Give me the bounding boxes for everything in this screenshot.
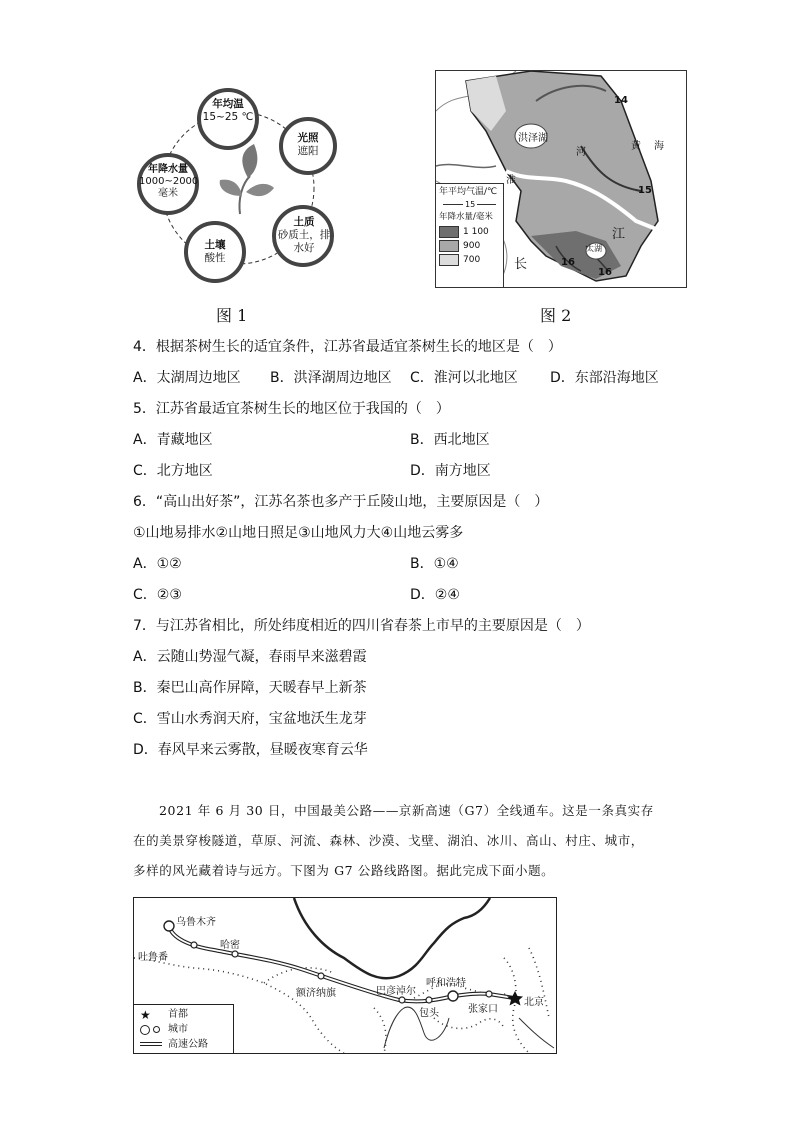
label-beijing: 北京 <box>524 997 544 1008</box>
city-marker-hohhot <box>448 991 458 1001</box>
light-title: 光照 <box>297 132 319 144</box>
q5-option-d[interactable]: D．南方地区 <box>410 463 491 479</box>
city-marker-hami <box>232 951 238 957</box>
label-iso15: 15 <box>638 185 652 196</box>
legend-precip-title: 年降水量/毫米 <box>439 212 493 222</box>
coastline <box>519 1018 554 1048</box>
temp-title: 年均温 <box>212 98 244 110</box>
texture-title: 土质 <box>293 216 315 228</box>
q6-option-d[interactable]: D．②④ <box>410 587 460 603</box>
yellow-river <box>384 1007 449 1048</box>
q7-stem: 7．与江苏省相比，所处纬度相近的四川省春茶上市早的主要原因是（ ） <box>133 618 590 634</box>
figure-2 <box>435 70 687 288</box>
legend-swatch-1100 <box>439 226 459 238</box>
city-marker-zhangjiakou <box>486 991 492 997</box>
label-taihu: 太湖 <box>586 244 602 253</box>
soil-detail: 酸性 <box>204 252 226 264</box>
legend-capital: 首都 <box>168 1009 188 1020</box>
label-iso14: 14 <box>614 95 628 106</box>
city-marker-baotou <box>426 997 432 1003</box>
legend-label-900: 900 <box>463 240 481 251</box>
passage-line-1: 2021 年 6 月 30 日，中国最美公路——京新高速（G7）全线通车。这是一条真实存 <box>159 803 654 818</box>
passage-line-3: 多样的风光藏着诗与远方。下图为 G7 公路线路图。据此完成下面小题。 <box>133 863 555 878</box>
q4-option-d[interactable]: D．东部沿海地区 <box>550 370 659 386</box>
huai-river <box>436 165 496 168</box>
city-marker-urumqi <box>164 921 174 931</box>
label-hai: 海 <box>654 141 664 152</box>
legend-city-icon <box>140 1025 168 1035</box>
legend-label-700: 700 <box>463 254 481 265</box>
city-marker-bayannur <box>399 997 405 1003</box>
temp-detail: 15~25 ℃ <box>202 111 254 123</box>
label-ejina: 额济纳旗 <box>296 988 336 999</box>
q6-option-c[interactable]: C．②③ <box>133 587 182 603</box>
q6-sub-statements: ①山地易排水②山地日照足③山地风力大④山地云雾多 <box>133 525 464 541</box>
q7-option-c[interactable]: C．雪山水秀润天府，宝盆地沃生龙芽 <box>133 711 367 727</box>
legend-highway-icon <box>140 1037 168 1052</box>
precip-detail: 1000~2000 毫米 <box>139 176 199 199</box>
legend-highway: 高速公路 <box>168 1039 208 1050</box>
label-hami: 哈密 <box>220 940 240 951</box>
label-urumqi: 乌鲁木齐 <box>176 917 216 928</box>
legend-swatch-900 <box>439 240 459 252</box>
q6-option-b[interactable]: B．①④ <box>410 556 459 572</box>
label-hongze: 洪泽湖 <box>518 133 548 144</box>
soil-title: 土壤 <box>204 239 226 251</box>
q5-option-b[interactable]: B．西北地区 <box>410 432 490 448</box>
q7-option-a[interactable]: A．云随山势湿气凝，春雨早来滋碧霞 <box>133 649 367 665</box>
legend-star-icon: ★ <box>140 1007 151 1022</box>
label-jiang: 江 <box>612 227 626 242</box>
legend-temp-title: 年平均气温/℃ <box>439 187 498 197</box>
q6-option-a[interactable]: A．①② <box>133 556 182 572</box>
passage-line-2: 在的美景穿梭隧道，草原、河流、森林、沙漠、戈壁、湖泊、冰川、高山、村庄、城市， <box>133 833 644 848</box>
q4-option-c[interactable]: C．淮河以北地区 <box>410 370 518 386</box>
figure-1 <box>130 84 350 284</box>
texture-detail: 砂质土，排水好 <box>277 229 331 254</box>
city-marker-turpan <box>191 942 197 948</box>
label-iso16a: 16 <box>561 257 575 268</box>
label-turpan: 吐鲁番 <box>138 952 168 963</box>
legend-city: 城市 <box>168 1024 188 1035</box>
capital-star-icon <box>507 991 523 1006</box>
passage <box>133 796 663 886</box>
legend-temp-value: 15 <box>465 200 476 209</box>
q4-stem: 4．根据茶树生长的适宜条件，江苏省最适宜茶树生长的地区是（ ） <box>133 339 562 355</box>
label-iso16b: 16 <box>598 267 612 278</box>
q4-option-b[interactable]: B．洪泽湖周边地区 <box>270 370 392 386</box>
label-hohhot: 呼和浩特 <box>426 978 466 989</box>
g7-map <box>133 897 557 1054</box>
tea-leaf-icon <box>220 144 274 214</box>
label-huang: 黄 <box>631 141 641 152</box>
province-border <box>434 1018 504 1028</box>
q5-stem: 5．江苏省最适宜茶树生长的地区位于我国的（ ） <box>133 401 450 417</box>
label-baotou: 包头 <box>419 1008 439 1019</box>
label-zhangjiakou: 张家口 <box>468 1004 498 1015</box>
legend-label-1100: 1 100 <box>463 226 489 237</box>
precip-title: 年降水量 <box>148 164 188 175</box>
label-he: 河 <box>576 147 586 158</box>
figure-2-caption: 图 2 <box>540 306 572 325</box>
g7-legend <box>134 1004 234 1054</box>
q6-stem: 6．“高山出好茶”，江苏名茶也多产于丘陵山地，主要原因是（ ） <box>133 494 549 510</box>
legend-swatch-700 <box>439 254 459 266</box>
light-detail: 遮阳 <box>297 145 319 157</box>
q5-option-a[interactable]: A．青藏地区 <box>133 432 213 448</box>
q7-option-b[interactable]: B．秦巴山高作屏障，天暖春早上新茶 <box>133 680 367 696</box>
figure-1-caption: 图 1 <box>216 306 248 325</box>
national-border <box>294 898 490 978</box>
fig2-legend <box>436 183 504 287</box>
city-marker-ejina <box>318 973 324 979</box>
q4-option-a[interactable]: A．太湖周边地区 <box>133 370 241 386</box>
q5-option-c[interactable]: C．北方地区 <box>133 463 213 479</box>
label-huai: 淮 <box>506 175 516 186</box>
label-chang: 长 <box>514 257 528 272</box>
label-bayannur: 巴彦淖尔 <box>376 986 416 997</box>
q7-option-d[interactable]: D．春风早来云雾散，昼暖夜寒育云华 <box>133 742 368 758</box>
